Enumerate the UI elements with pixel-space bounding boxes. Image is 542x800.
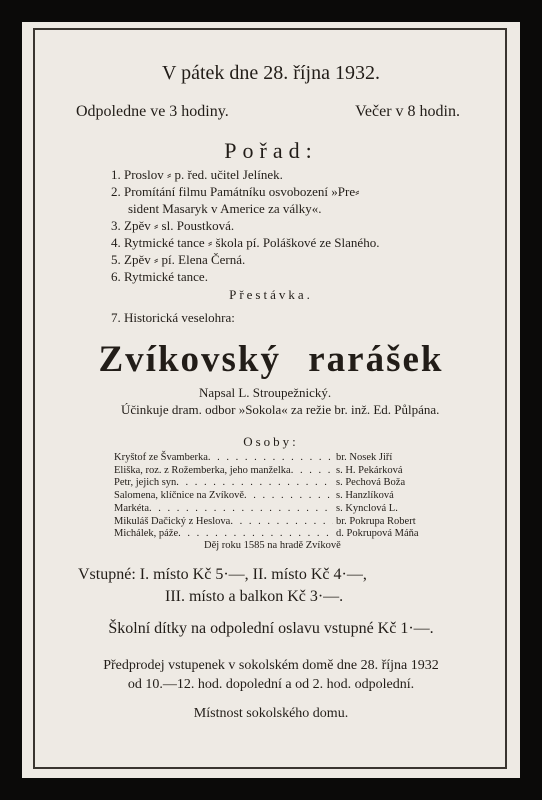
- leader-dots: [244, 490, 333, 503]
- play-title: Zvíkovský rarášek: [98, 339, 444, 380]
- cast-row: [114, 516, 434, 529]
- cast-role: Eliška, roz. z Rožemberka, jeho manželka: [114, 464, 291, 476]
- performers-line: Účinkuje dram. odbor »Sokola« za režie br. inž. Ed. Půlpána.: [121, 402, 440, 417]
- program-item: 5. Zpěv ⸗ pí. Elena Černá.: [111, 252, 246, 267]
- cast-actor: br. Pokrupa Robert: [336, 515, 416, 527]
- cast-list: [114, 452, 434, 541]
- cast-row: [114, 490, 434, 503]
- leader-dots: [208, 452, 333, 465]
- program-item: sident Masaryk v Americe za války«.: [128, 201, 322, 216]
- cast-row: [114, 503, 434, 516]
- cast-role: Michálek, páže: [114, 528, 179, 540]
- cast-role: Mikuláš Dačický z Heslova: [114, 515, 231, 527]
- cast-role: Markéta: [114, 502, 149, 514]
- leader-dots: [149, 503, 333, 516]
- afternoon-time: Odpoledne ve 3 hodiny.: [76, 103, 229, 120]
- cast-actor: d. Pokrupová Máňa: [336, 528, 419, 540]
- program-item: 1. Proslov ⸗ p. řed. učitel Jelínek.: [111, 167, 283, 182]
- cast-actor: s. H. Pekárková: [336, 464, 403, 476]
- program-item: 4. Rytmické tance ⸗ škola pí. Poláškové ze Slaného.: [111, 235, 380, 250]
- cast-actor: s. Hanzlíková: [336, 490, 394, 502]
- cast-role: Petr, jejich syn: [114, 477, 177, 489]
- admission-line-2: III. místo a balkon Kč 3·—.: [165, 588, 344, 605]
- cast-actor: br. Nosek Jiří: [336, 452, 393, 463]
- event-date: V pátek dne 28. října 1932.: [162, 62, 380, 84]
- setting-note: Děj roku 1585 na hradě Zvíkově: [204, 540, 341, 551]
- program-item: 2. Promítání filmu Památníku osvobození »Pre⸗: [111, 184, 360, 199]
- program-item-7: 7. Historická veselohra:: [111, 310, 235, 325]
- cast-heading: Osoby:: [243, 434, 299, 449]
- cast-role: Salomena, klíčnice na Zvíkově: [114, 490, 245, 502]
- cast-actor: s. Pechová Boža: [336, 477, 406, 489]
- cast-row: [114, 465, 434, 478]
- leader-dots: [176, 477, 333, 490]
- venue: Místnost sokolského domu.: [193, 706, 349, 721]
- program-item: 3. Zpěv ⸗ sl. Poustková.: [111, 218, 235, 233]
- program-list: [111, 166, 379, 285]
- presale-line-2: od 10.—12. hod. dopolední a od 2. hod. odpolední.: [127, 677, 415, 692]
- leader-dots: [291, 465, 333, 478]
- school-admission: Školní dítky na odpolední oslavu vstupné Kč 1·—.: [108, 620, 434, 637]
- program-heading: Pořad:: [224, 138, 318, 163]
- poster-page: [22, 22, 520, 778]
- evening-time: Večer v 8 hodin.: [355, 103, 460, 120]
- presale-line-1: Předprodej vstupenek v sokolském domě dne 28. října 1932: [103, 658, 439, 673]
- cast-actor: s. Kynclová L.: [336, 502, 398, 514]
- program-item: 6. Rytmické tance.: [111, 269, 208, 284]
- admission-line-1: Vstupné: I. místo Kč 5·—, II. místo Kč 4·—,: [78, 566, 367, 583]
- cast-row: [114, 452, 434, 465]
- intermission: Přestávka.: [229, 287, 313, 302]
- cast-role: Kryštof ze Švamberka: [114, 452, 208, 463]
- leader-dots: [230, 516, 333, 529]
- cast-row: [114, 477, 434, 490]
- author-line: Napsal L. Stroupežnický.: [199, 385, 332, 400]
